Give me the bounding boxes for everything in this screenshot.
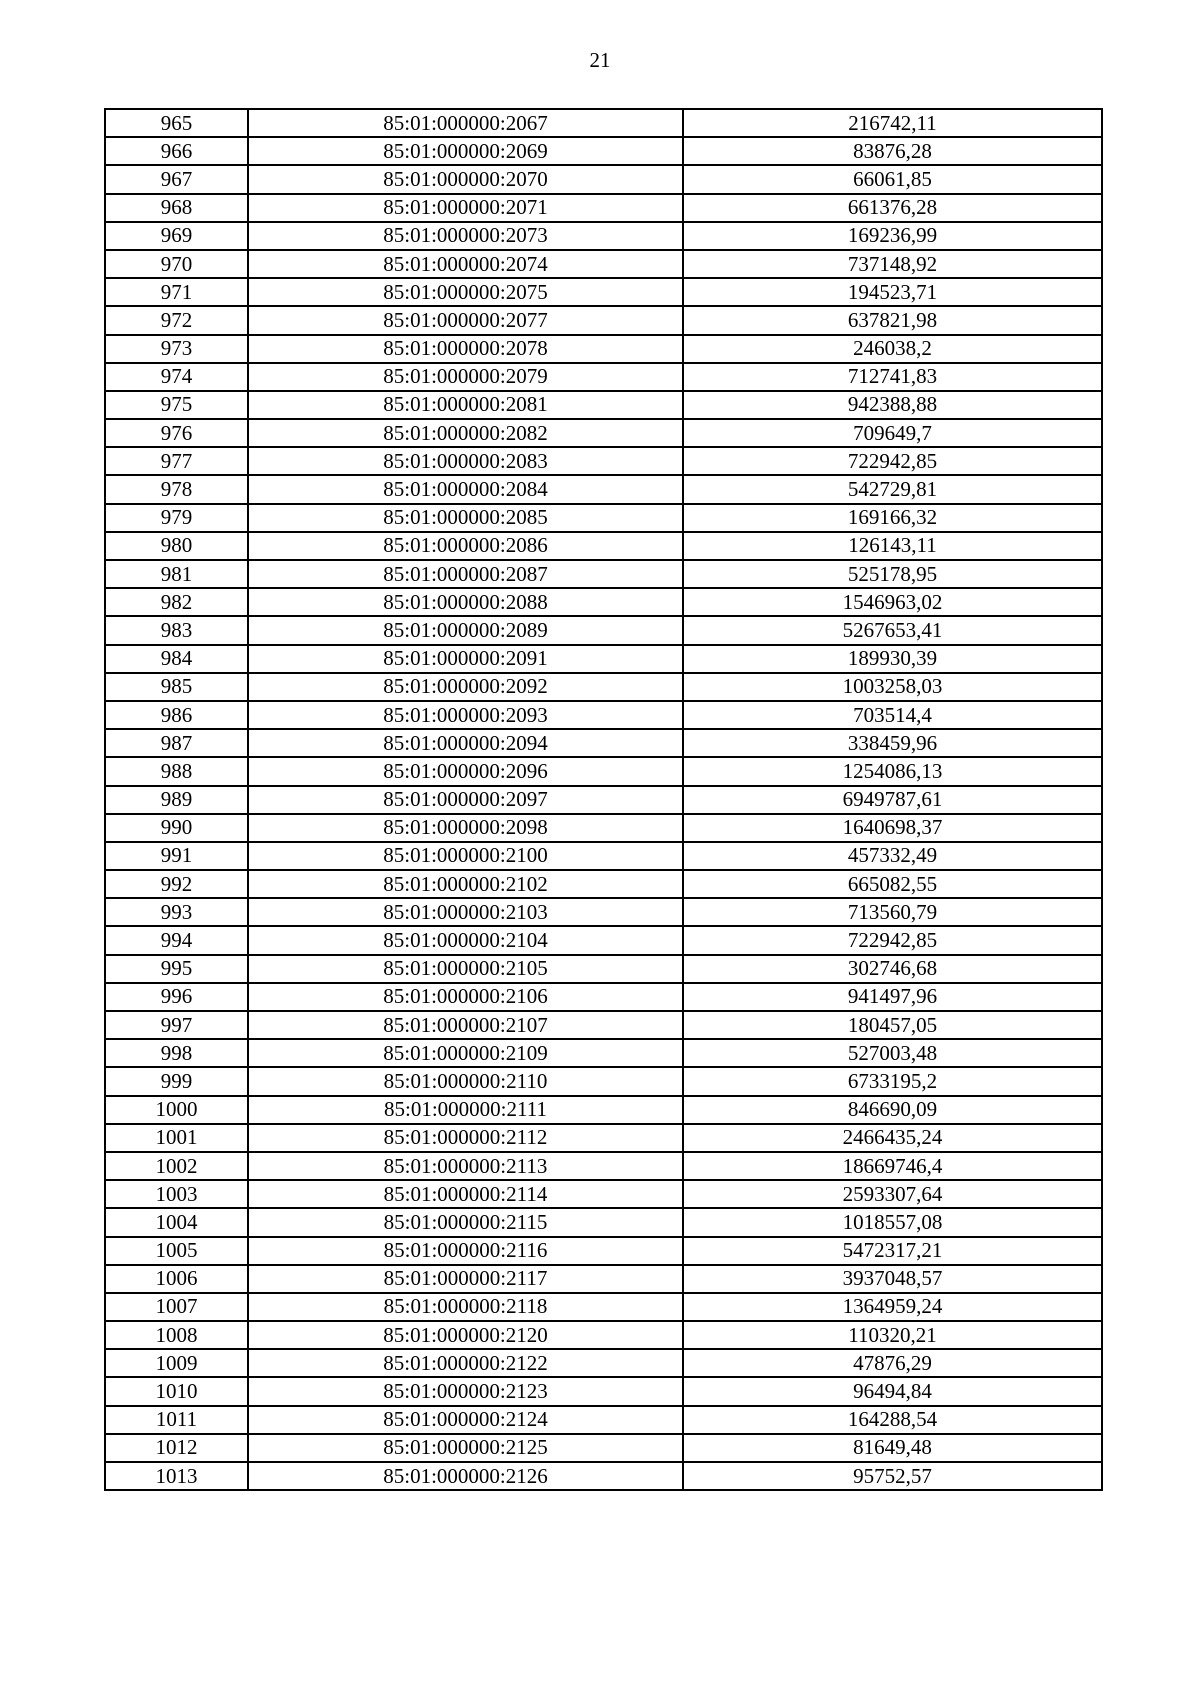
cadastral-value-table [104,108,1103,1491]
row-number-cell: 973 [105,335,248,363]
table-row [105,616,1102,644]
value-cell: 169236,99 [683,222,1102,250]
table-row [105,278,1102,306]
table-row [105,1124,1102,1152]
row-number-cell: 997 [105,1011,248,1039]
value-cell: 1546963,02 [683,588,1102,616]
value-cell: 194523,71 [683,278,1102,306]
value-cell: 164288,54 [683,1406,1102,1434]
cadastral-number-cell: 85:01:000000:2120 [248,1321,683,1349]
cadastral-number-cell: 85:01:000000:2093 [248,701,683,729]
row-number-cell: 1012 [105,1434,248,1462]
table-row [105,955,1102,983]
row-number-cell: 967 [105,165,248,193]
row-number-cell: 1010 [105,1377,248,1405]
value-cell: 661376,28 [683,194,1102,222]
value-cell: 709649,7 [683,419,1102,447]
row-number-cell: 970 [105,250,248,278]
cadastral-number-cell: 85:01:000000:2100 [248,842,683,870]
table-row [105,983,1102,1011]
value-cell: 712741,83 [683,363,1102,391]
table-row [105,1237,1102,1265]
table-row [105,1152,1102,1180]
cadastral-number-cell: 85:01:000000:2074 [248,250,683,278]
table-row [105,1208,1102,1236]
row-number-cell: 1003 [105,1180,248,1208]
value-cell: 457332,49 [683,842,1102,870]
cadastral-number-cell: 85:01:000000:2082 [248,419,683,447]
row-number-cell: 1001 [105,1124,248,1152]
row-number-cell: 987 [105,729,248,757]
row-number-cell: 985 [105,673,248,701]
table-row [105,391,1102,419]
table-row [105,222,1102,250]
row-number-cell: 968 [105,194,248,222]
cadastral-number-cell: 85:01:000000:2089 [248,616,683,644]
value-cell: 302746,68 [683,955,1102,983]
table-row [105,701,1102,729]
row-number-cell: 983 [105,616,248,644]
table-row [105,1180,1102,1208]
cadastral-number-cell: 85:01:000000:2087 [248,560,683,588]
cadastral-number-cell: 85:01:000000:2091 [248,645,683,673]
value-cell: 81649,48 [683,1434,1102,1462]
cadastral-number-cell: 85:01:000000:2084 [248,475,683,503]
value-cell: 18669746,4 [683,1152,1102,1180]
cadastral-number-cell: 85:01:000000:2092 [248,673,683,701]
value-cell: 66061,85 [683,165,1102,193]
value-cell: 5472317,21 [683,1237,1102,1265]
value-cell: 1640698,37 [683,814,1102,842]
cadastral-number-cell: 85:01:000000:2098 [248,814,683,842]
cadastral-number-cell: 85:01:000000:2085 [248,504,683,532]
table-row [105,1462,1102,1490]
cadastral-number-cell: 85:01:000000:2079 [248,363,683,391]
table-row [105,926,1102,954]
row-number-cell: 1007 [105,1293,248,1321]
value-cell: 110320,21 [683,1321,1102,1349]
row-number-cell: 974 [105,363,248,391]
cadastral-number-cell: 85:01:000000:2071 [248,194,683,222]
table-row [105,842,1102,870]
row-number-cell: 980 [105,532,248,560]
row-number-cell: 1000 [105,1096,248,1124]
value-cell: 703514,4 [683,701,1102,729]
table-row [105,1321,1102,1349]
value-cell: 527003,48 [683,1039,1102,1067]
cadastral-number-cell: 85:01:000000:2081 [248,391,683,419]
table-row [105,335,1102,363]
table-row [105,475,1102,503]
table-row [105,729,1102,757]
value-cell: 6733195,2 [683,1067,1102,1095]
row-number-cell: 993 [105,898,248,926]
table-row [105,1434,1102,1462]
cadastral-number-cell: 85:01:000000:2118 [248,1293,683,1321]
row-number-cell: 995 [105,955,248,983]
value-cell: 96494,84 [683,1377,1102,1405]
table-row [105,560,1102,588]
value-cell: 713560,79 [683,898,1102,926]
row-number-cell: 989 [105,786,248,814]
cadastral-number-cell: 85:01:000000:2077 [248,306,683,334]
cadastral-number-cell: 85:01:000000:2102 [248,870,683,898]
row-number-cell: 1013 [105,1462,248,1490]
row-number-cell: 996 [105,983,248,1011]
table-row [105,363,1102,391]
row-number-cell: 998 [105,1039,248,1067]
row-number-cell: 1006 [105,1265,248,1293]
table-row [105,504,1102,532]
row-number-cell: 1005 [105,1237,248,1265]
table-body [105,109,1102,1490]
value-cell: 189930,39 [683,645,1102,673]
cadastral-number-cell: 85:01:000000:2106 [248,983,683,1011]
cadastral-number-cell: 85:01:000000:2117 [248,1265,683,1293]
cadastral-number-cell: 85:01:000000:2112 [248,1124,683,1152]
value-cell: 169166,32 [683,504,1102,532]
row-number-cell: 986 [105,701,248,729]
row-number-cell: 972 [105,306,248,334]
cadastral-number-cell: 85:01:000000:2088 [248,588,683,616]
table-row [105,1067,1102,1095]
row-number-cell: 966 [105,137,248,165]
cadastral-number-cell: 85:01:000000:2086 [248,532,683,560]
row-number-cell: 982 [105,588,248,616]
cadastral-number-cell: 85:01:000000:2107 [248,1011,683,1039]
row-number-cell: 978 [105,475,248,503]
table-row [105,165,1102,193]
value-cell: 1018557,08 [683,1208,1102,1236]
value-cell: 637821,98 [683,306,1102,334]
cadastral-number-cell: 85:01:000000:2122 [248,1349,683,1377]
table-row [105,194,1102,222]
page-number: 21 [589,48,611,72]
row-number-cell: 999 [105,1067,248,1095]
value-cell: 1254086,13 [683,757,1102,785]
row-number-cell: 1008 [105,1321,248,1349]
row-number-cell: 975 [105,391,248,419]
value-cell: 246038,2 [683,335,1102,363]
value-cell: 542729,81 [683,475,1102,503]
row-number-cell: 994 [105,926,248,954]
row-number-cell: 969 [105,222,248,250]
cadastral-number-cell: 85:01:000000:2111 [248,1096,683,1124]
value-cell: 2466435,24 [683,1124,1102,1152]
table-row [105,1265,1102,1293]
value-cell: 338459,96 [683,729,1102,757]
value-cell: 722942,85 [683,447,1102,475]
row-number-cell: 1004 [105,1208,248,1236]
value-cell: 5267653,41 [683,616,1102,644]
table-row [105,1096,1102,1124]
cadastral-number-cell: 85:01:000000:2067 [248,109,683,137]
cadastral-number-cell: 85:01:000000:2075 [248,278,683,306]
cadastral-number-cell: 85:01:000000:2115 [248,1208,683,1236]
value-cell: 942388,88 [683,391,1102,419]
value-cell: 2593307,64 [683,1180,1102,1208]
row-number-cell: 971 [105,278,248,306]
value-cell: 665082,55 [683,870,1102,898]
table-row [105,532,1102,560]
row-number-cell: 990 [105,814,248,842]
value-cell: 737148,92 [683,250,1102,278]
table-row [105,673,1102,701]
value-cell: 47876,29 [683,1349,1102,1377]
cadastral-number-cell: 85:01:000000:2105 [248,955,683,983]
table-row [105,109,1102,137]
cadastral-number-cell: 85:01:000000:2110 [248,1067,683,1095]
row-number-cell: 977 [105,447,248,475]
value-cell: 126143,11 [683,532,1102,560]
table-row [105,1293,1102,1321]
table-row [105,588,1102,616]
cadastral-number-cell: 85:01:000000:2078 [248,335,683,363]
cadastral-number-cell: 85:01:000000:2109 [248,1039,683,1067]
value-cell: 846690,09 [683,1096,1102,1124]
row-number-cell: 1002 [105,1152,248,1180]
cadastral-number-cell: 85:01:000000:2097 [248,786,683,814]
table-row [105,250,1102,278]
row-number-cell: 992 [105,870,248,898]
cadastral-number-cell: 85:01:000000:2124 [248,1406,683,1434]
table-row [105,757,1102,785]
cadastral-number-cell: 85:01:000000:2123 [248,1377,683,1405]
value-cell: 1003258,03 [683,673,1102,701]
table-row [105,898,1102,926]
row-number-cell: 984 [105,645,248,673]
row-number-cell: 988 [105,757,248,785]
value-cell: 941497,96 [683,983,1102,1011]
table-row [105,137,1102,165]
table-row [105,1406,1102,1434]
value-cell: 216742,11 [683,109,1102,137]
cadastral-number-cell: 85:01:000000:2070 [248,165,683,193]
row-number-cell: 1011 [105,1406,248,1434]
value-cell: 722942,85 [683,926,1102,954]
table-row [105,870,1102,898]
cadastral-number-cell: 85:01:000000:2113 [248,1152,683,1180]
table-row [105,814,1102,842]
value-cell: 6949787,61 [683,786,1102,814]
cadastral-number-cell: 85:01:000000:2103 [248,898,683,926]
row-number-cell: 991 [105,842,248,870]
value-cell: 180457,05 [683,1011,1102,1039]
value-cell: 525178,95 [683,560,1102,588]
table-row [105,306,1102,334]
value-cell: 83876,28 [683,137,1102,165]
value-cell: 95752,57 [683,1462,1102,1490]
cadastral-number-cell: 85:01:000000:2126 [248,1462,683,1490]
table-row [105,447,1102,475]
row-number-cell: 965 [105,109,248,137]
table-row [105,1377,1102,1405]
row-number-cell: 981 [105,560,248,588]
table-row [105,645,1102,673]
table-row [105,419,1102,447]
cadastral-number-cell: 85:01:000000:2094 [248,729,683,757]
cadastral-number-cell: 85:01:000000:2083 [248,447,683,475]
row-number-cell: 1009 [105,1349,248,1377]
row-number-cell: 976 [105,419,248,447]
table-row [105,1039,1102,1067]
cadastral-number-cell: 85:01:000000:2104 [248,926,683,954]
cadastral-number-cell: 85:01:000000:2116 [248,1237,683,1265]
table-row [105,1349,1102,1377]
value-cell: 1364959,24 [683,1293,1102,1321]
cadastral-number-cell: 85:01:000000:2069 [248,137,683,165]
row-number-cell: 979 [105,504,248,532]
table-row [105,786,1102,814]
table-row [105,1011,1102,1039]
cadastral-number-cell: 85:01:000000:2114 [248,1180,683,1208]
value-cell: 3937048,57 [683,1265,1102,1293]
cadastral-number-cell: 85:01:000000:2125 [248,1434,683,1462]
cadastral-number-cell: 85:01:000000:2096 [248,757,683,785]
cadastral-number-cell: 85:01:000000:2073 [248,222,683,250]
